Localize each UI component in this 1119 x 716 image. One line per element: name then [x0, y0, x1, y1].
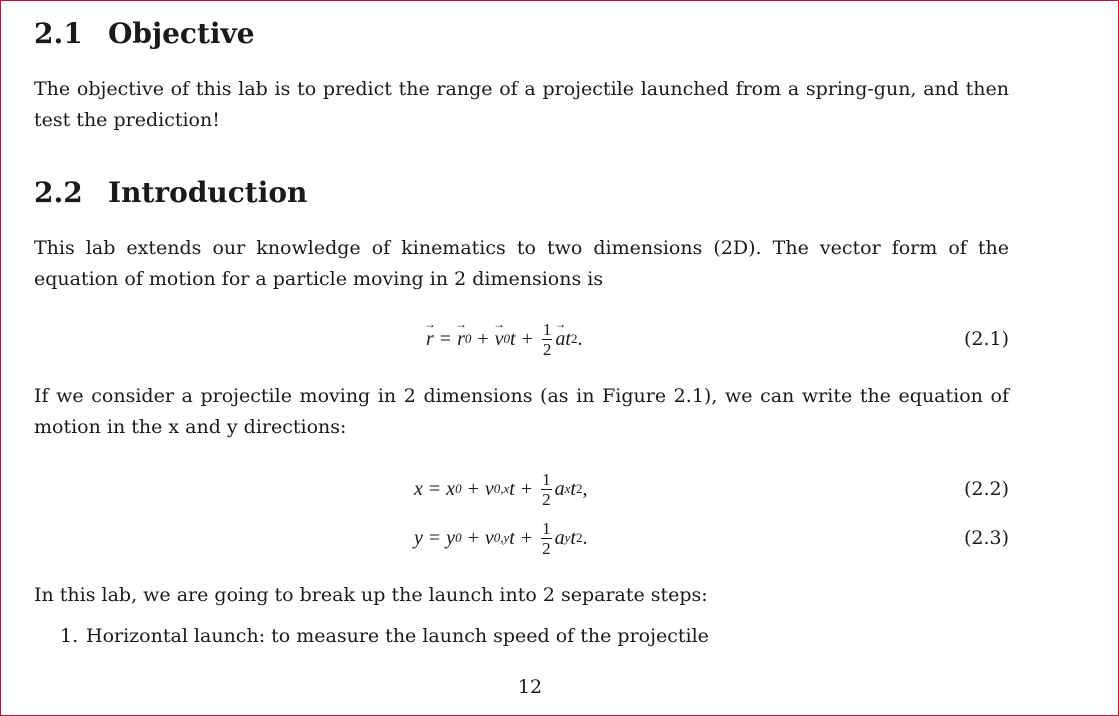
equation-number: (2.2) [963, 478, 1009, 500]
equation-number: (2.1) [963, 328, 1009, 350]
equation-2-3 [34, 516, 1009, 560]
paragraph-projectile: If we consider a projectile moving in 2 dimensions (as in Figure 2.1), we can write the equation of motion in the x and y directions: [34, 385, 1009, 438]
equation-number: (2.3) [963, 527, 1009, 549]
section-title: Objective [108, 17, 255, 50]
equation-2-2 [34, 467, 1009, 511]
list-item [60, 621, 709, 652]
list-marker: 1. [60, 625, 79, 647]
equation-math: x = x 0 + v 0,x t + $\frac{1}{2}$ a x t 2 , [414, 469, 588, 509]
paragraph-steps: In this lab, we are going to break up the launch into 2 separate steps: [34, 584, 708, 606]
page-number: 12 [517, 676, 543, 698]
section-title: Introduction [108, 176, 308, 209]
section-heading-introduction [34, 177, 307, 209]
list-item-text: Horizontal launch: to measure the launch speed of the projectile [86, 625, 709, 647]
section-heading-objective [34, 18, 255, 50]
equation-2-1 [34, 317, 1009, 361]
paragraph-intro: This lab extends our knowledge of kinematics to two dimensions (2D). The vector form of the equation of motion for a particle moving in 2 dimensions is [34, 237, 1009, 290]
equation-math: r → = r → 0 + v → 0 t + $\frac{1}{2}$ a → t 2 . [426, 317, 582, 361]
paragraph-objective: The objective of this lab is to predict the range of a projectile launched from a spring-gun, and then test the prediction! [34, 78, 1009, 131]
section-number: 2.1 [34, 17, 83, 50]
equation-math: y = y 0 + v 0,y t + $\frac{1}{2}$ a y t 2 . [414, 518, 588, 558]
section-number: 2.2 [34, 176, 83, 209]
